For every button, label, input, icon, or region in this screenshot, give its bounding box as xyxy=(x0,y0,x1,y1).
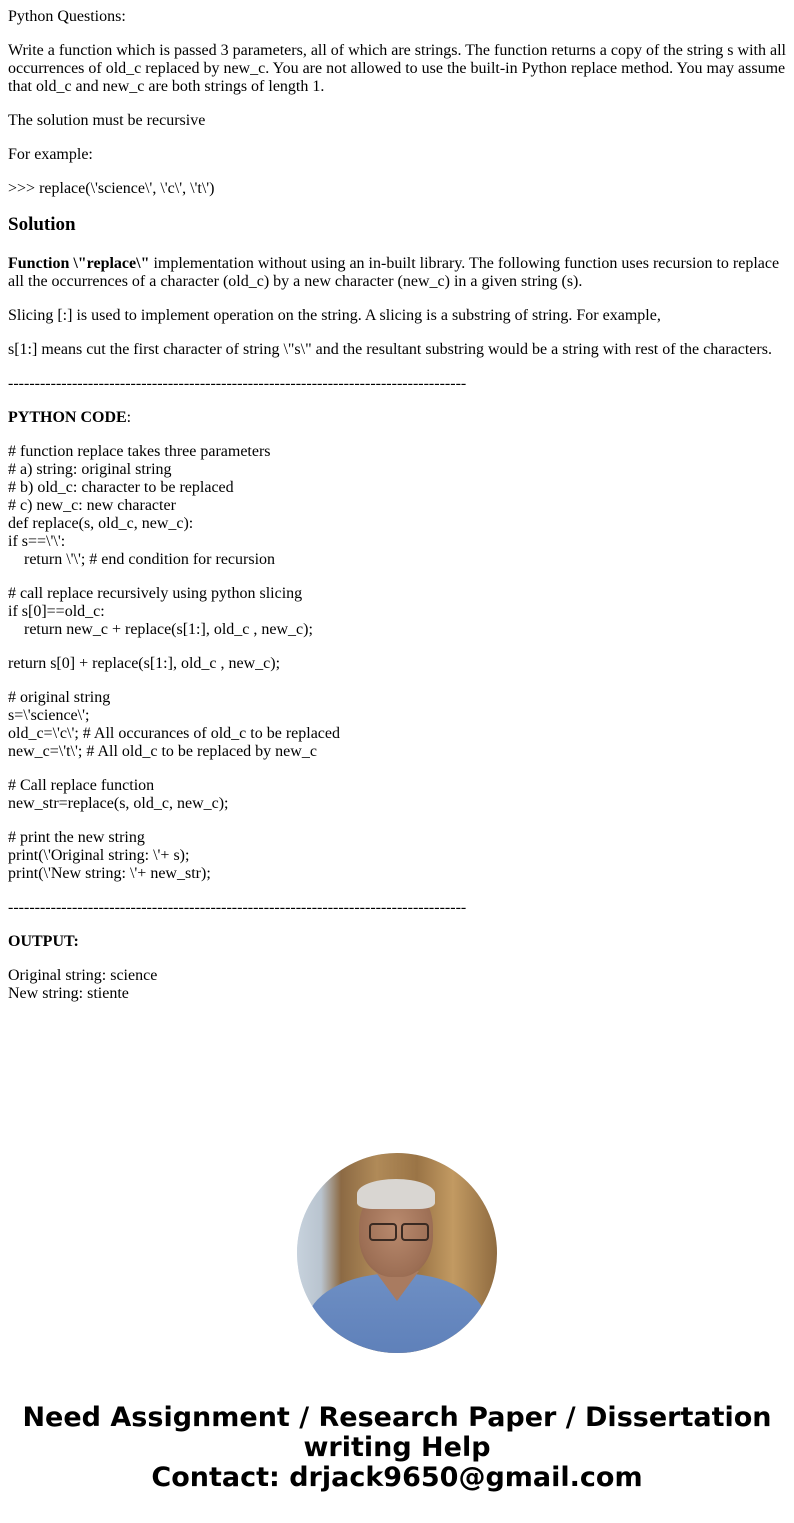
code-line: return new_c + replace(s[1:], old_c , new_c); xyxy=(24,621,313,638)
code-label-bold: PYTHON CODE xyxy=(8,409,127,426)
output-label-bold: OUTPUT: xyxy=(8,933,79,950)
code-gap xyxy=(8,813,788,829)
code-line: # b) old_c: character to be replaced xyxy=(8,479,234,496)
code-gap xyxy=(8,761,788,777)
code-gap xyxy=(8,569,788,585)
code-line: if s[0]==old_c: xyxy=(8,603,105,620)
code-line: new_c=\'t\'; # All old_c to be replaced by new_c xyxy=(8,743,317,760)
code-line: # function replace takes three parameters xyxy=(8,443,271,460)
output-line: Original string: science xyxy=(8,967,158,984)
banner-line: Need Assignment / Research Paper / Dissertation xyxy=(22,1402,772,1433)
divider-top: -------------------------------------------------------------------------------------- xyxy=(8,375,467,392)
code-line: def replace(s, old_c, new_c): xyxy=(8,515,194,532)
slicing-example: s[1:] means cut the first character of string \"s\" and the resultant substring would be a string with rest of the characters. xyxy=(8,341,772,358)
output-label xyxy=(8,933,788,951)
code-block xyxy=(8,443,788,883)
output-line: New string: stiente xyxy=(8,985,129,1002)
photo-glasses xyxy=(367,1223,427,1239)
photo-hair xyxy=(357,1179,435,1209)
solution-intro-rest: implementation without using an in-built library. The following function uses recursion to replace all the occurrences of a character (old_c) by a new character (new_c) in a given string (s). xyxy=(8,255,780,290)
code-line: # c) new_c: new character xyxy=(8,497,176,514)
code-gap xyxy=(8,639,788,655)
solution-intro xyxy=(8,255,788,291)
banner-line: writing Help xyxy=(303,1432,491,1463)
output-block xyxy=(8,967,788,1003)
code-line: return \'\'; # end condition for recursion xyxy=(24,551,276,568)
code-line: if s==\'\': xyxy=(8,533,66,550)
code-line: # original string xyxy=(8,689,111,706)
promo-banner xyxy=(0,1403,794,1493)
divider-bottom: -------------------------------------------------------------------------------------- xyxy=(8,899,467,916)
code-label-suffix: : xyxy=(126,409,132,426)
question-title: Python Questions: xyxy=(8,8,126,25)
code-line: old_c=\'c\'; # All occurances of old_c to be replaced xyxy=(8,725,340,742)
code-line: # call replace recursively using python slicing xyxy=(8,585,303,602)
code-line: print(\'Original string: \'+ s); xyxy=(8,847,190,864)
document-body xyxy=(8,8,788,1003)
code-line: s=\'science\'; xyxy=(8,707,90,724)
example-label: For example: xyxy=(8,146,93,163)
slicing-note: Slicing [:] is used to implement operation on the string. A slicing is a substring of string. For example, xyxy=(8,307,661,324)
example-call: >>> replace(\'science\', \'c\', \'t\') xyxy=(8,180,215,197)
solution-intro-bold: Function \"replace\" xyxy=(8,255,150,272)
code-line: new_str=replace(s, old_c, new_c); xyxy=(8,795,229,812)
code-line: return s[0] + replace(s[1:], old_c , new_c); xyxy=(8,655,281,672)
code-line: print(\'New string: \'+ new_str); xyxy=(8,865,211,882)
question-prompt: Write a function which is passed 3 parameters, all of which are strings. The function returns a copy of the string s with all occurrences of old_c replaced by new_c. You are not allowed to use the built-in Python replace method. You may assume that old_c and new_c are both strings of length 1. xyxy=(8,42,786,95)
code-gap xyxy=(8,673,788,689)
solution-heading: Solution xyxy=(8,214,76,235)
code-line: # Call replace function xyxy=(8,777,155,794)
code-line: # print the new string xyxy=(8,829,145,846)
code-line: # a) string: original string xyxy=(8,461,172,478)
banner-contact: Contact: drjack9650@gmail.com xyxy=(151,1462,643,1493)
author-photo xyxy=(297,1153,497,1353)
question-constraint: The solution must be recursive xyxy=(8,112,206,129)
code-label xyxy=(8,409,788,427)
